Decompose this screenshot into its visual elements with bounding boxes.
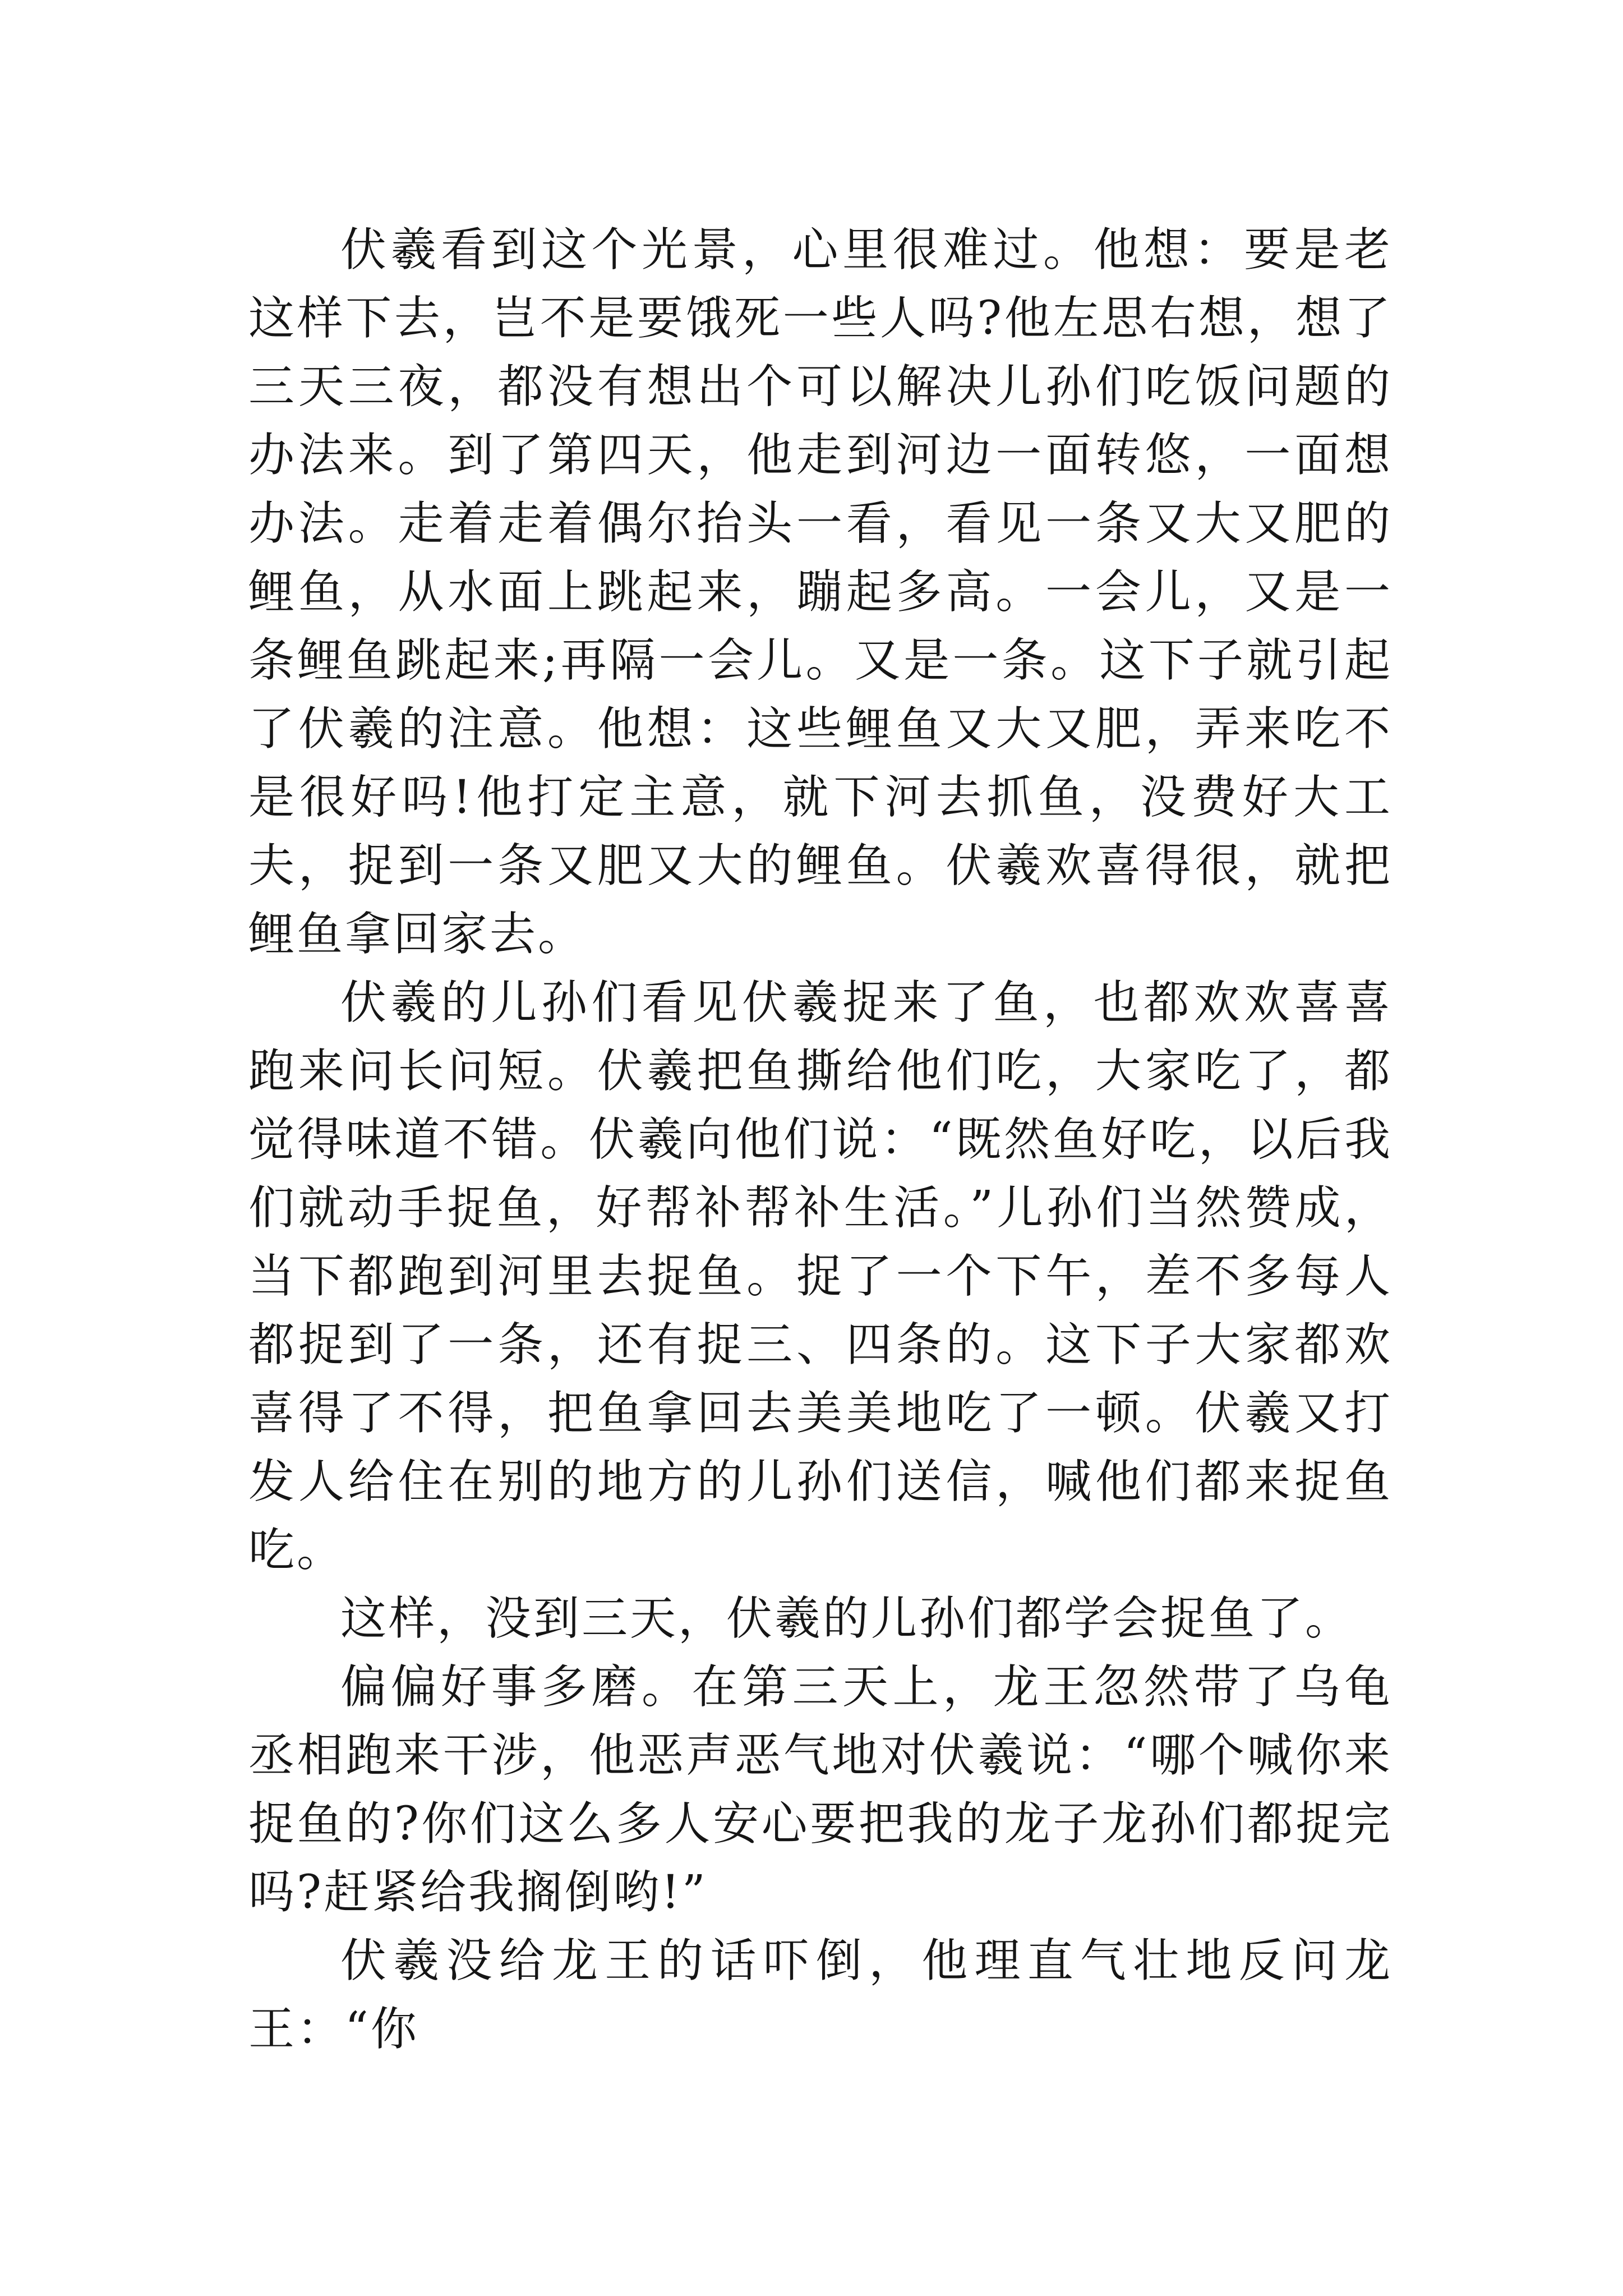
paragraph-1: 伏羲看到这个光景，心里很难过。他想：要是老这样下去，岂不是要饿死一些人吗?他左思右想，想了三天三夜，都没有想出个可以解决儿孙们吃饭问题的办法来。到了第四天，他走到河边一面转悠，一面想办法。走着走着偶尔抬头一看，看见一条又大又肥的鲤鱼，从水面上跳起来，蹦起多高。一会儿，又是一条鲤鱼跳起来;再隔一会儿。又是一条。这下子就引起了伏羲的注意。他想：这些鲤鱼又大又肥，弄来吃不是很好吗!他打定主意，就下河去抓鱼，没费好大工夫，捉到一条又肥又大的鲤鱼。伏羲欢喜得很，就把鲤鱼拿回家去。 (248, 223, 1393, 961)
body-text (248, 216, 1393, 2064)
paragraph-3: 这样，没到三天，伏羲的儿孙们都学会捉鱼了。 (340, 1592, 1354, 1645)
paragraph-4: 偏偏好事多磨。在第三天上，龙王忽然带了乌龟丞相跑来干涉，他恶声恶气地对伏羲说：“哪个喊你来捉鱼的?你们这么多人安心要把我的龙子龙孙们都捉完吗?赶紧给我搁倒哟!” (248, 1660, 1393, 1919)
paragraph-2: 伏羲的儿孙们看见伏羲捉来了鱼，也都欢欢喜喜跑来问长问短。伏羲把鱼撕给他们吃，大家吃了，都觉得味道不错。伏羲向他们说：“既然鱼好吃，以后我们就动手捉鱼，好帮补帮补生活。”儿孙们当然赞成，当下都跑到河里去捉鱼。捉了一个下午，差不多每人都捉到了一条，还有捉三、四条的。这下子大家都欢喜得了不得，把鱼拿回去美美地吃了一顿。伏羲又打发人给住在别的地方的儿孙们送信，喊他们都来捉鱼吃。 (248, 976, 1393, 1577)
paragraph-5: 伏羲没给龙王的话吓倒，他理直气壮地反问龙王：“你 (248, 1934, 1393, 2056)
